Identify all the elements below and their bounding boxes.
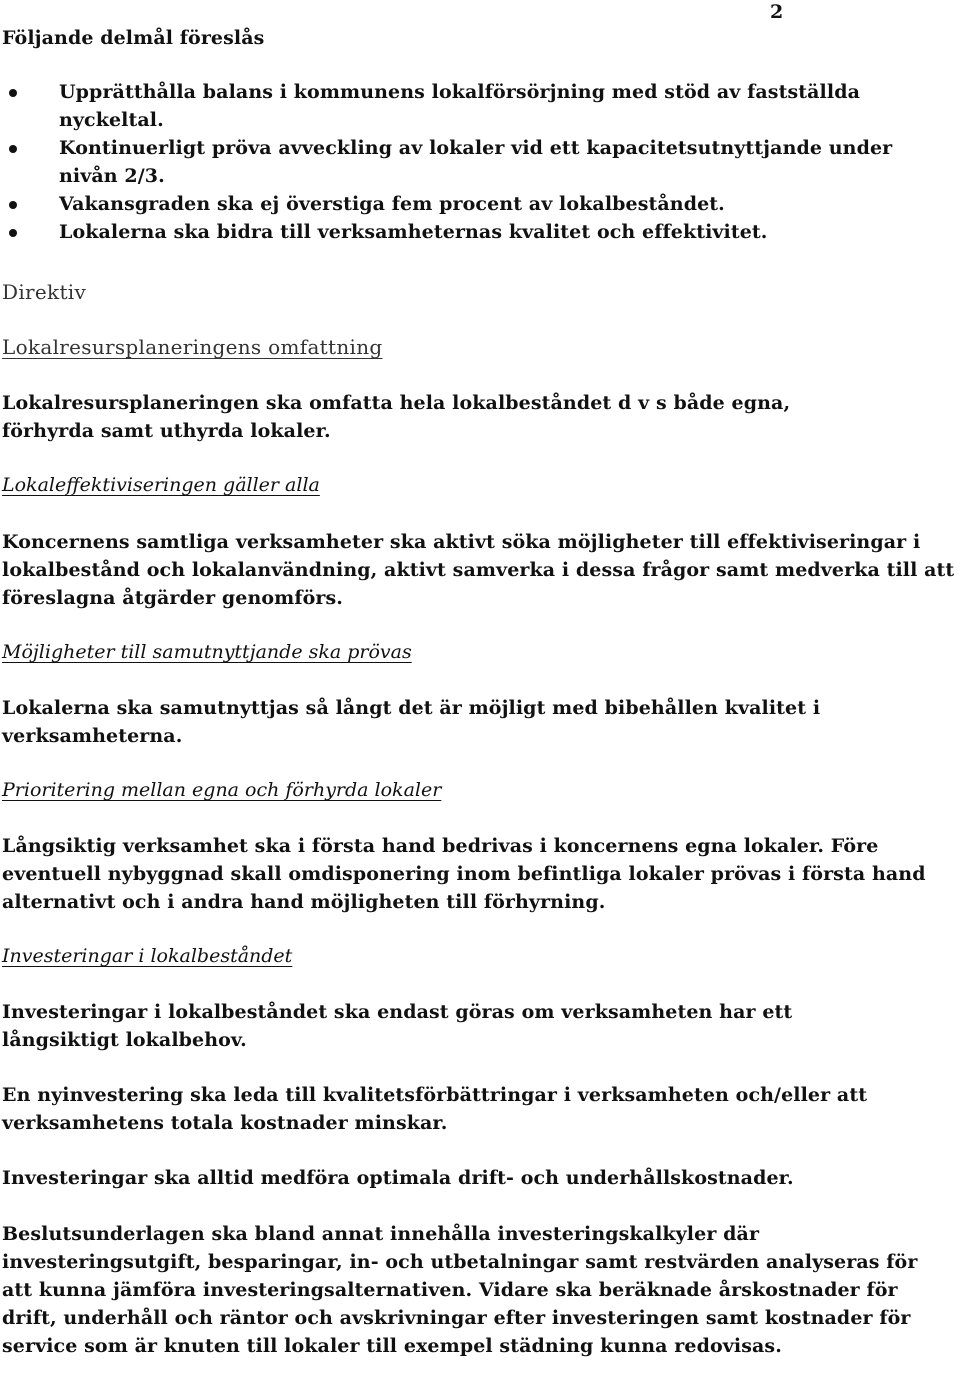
- priority-paragraph: Långsiktig verksamhet ska i första hand bedrivas i koncernens egna lokaler. Före eventuell nybyggnad skall omdisponering inom befintliga lokaler prövas i första hand alternativt och i andra hand möjligheten till förhyrning.: [2, 835, 926, 913]
- investment-heading: Investeringar i lokalbeståndet: [2, 945, 293, 967]
- investment-paragraph-4: Beslutsunderlagen ska bland annat innehålla investeringskalkyler där investeringsutgift, besparingar, in- och utbetalningar samt restvärden analyseras för att kunna jämföra investeringsalternativen. Vidare ska beräknade årskostnader för drift, underhåll och räntor och avskrivningar efter investeringen samt kostnader för service som är knuten till lokaler till exempel städning kunna redovisas.: [2, 1223, 918, 1357]
- goal-text: Vakansgraden ska ej överstiga fem procent av lokalbeståndet.: [59, 193, 725, 215]
- investment-paragraph-3: Investeringar ska alltid medföra optimala drift- och underhållskostnader.: [2, 1167, 794, 1189]
- list-item: [0, 218, 950, 246]
- goal-text: Lokalerna ska bidra till verksamheternas kvalitet och effektivitet.: [59, 221, 768, 243]
- page-number: 2: [770, 1, 784, 23]
- efficiency-paragraph: Koncernens samtliga verksamheter ska aktivt söka möjligheter till effektiviseringar i lokalbestånd och lokalanvändning, aktivt samverka i dessa frågor samt medverka till att föreslagna åtgärder genomförs.: [2, 531, 955, 609]
- bullet-icon: [9, 201, 17, 209]
- sharing-paragraph: Lokalerna ska samutnyttjas så långt det är möjligt med bibehållen kvalitet i verksamheterna.: [2, 697, 821, 747]
- list-item: [0, 190, 950, 218]
- bullet-icon: [9, 145, 17, 153]
- bullet-icon: [9, 89, 17, 97]
- goal-text: Kontinuerligt pröva avveckling av lokaler vid ett kapacitetsutnyttjande under nivån 2/3.: [59, 137, 893, 187]
- directive-heading: Direktiv: [2, 280, 87, 304]
- investment-paragraph-1: Investeringar i lokalbeståndet ska endast göras om verksamheten har ett långsiktigt lokalbehov.: [2, 1001, 793, 1051]
- goal-text: Upprätthålla balans i kommunens lokalförsörjning med stöd av fastställda nyckeltal.: [59, 81, 860, 131]
- goals-list: [0, 78, 950, 246]
- list-item: [0, 78, 950, 134]
- scope-paragraph: Lokalresursplaneringen ska omfatta hela lokalbeståndet d v s både egna, förhyrda samt uthyrda lokaler.: [2, 392, 791, 442]
- bullet-icon: [9, 229, 17, 237]
- priority-heading: Prioritering mellan egna och förhyrda lokaler: [2, 779, 442, 801]
- scope-heading: Lokalresursplaneringens omfattning: [2, 335, 383, 359]
- sharing-heading: Möjligheter till samutnyttjande ska prövas: [2, 641, 412, 663]
- intro-heading: Följande delmål föreslås: [2, 27, 265, 49]
- efficiency-heading: Lokaleffektiviseringen gäller alla: [2, 474, 320, 496]
- investment-paragraph-2: En nyinvestering ska leda till kvalitetsförbättringar i verksamheten och/eller att verksamhetens totala kostnader minskar.: [2, 1084, 868, 1134]
- list-item: [0, 134, 950, 190]
